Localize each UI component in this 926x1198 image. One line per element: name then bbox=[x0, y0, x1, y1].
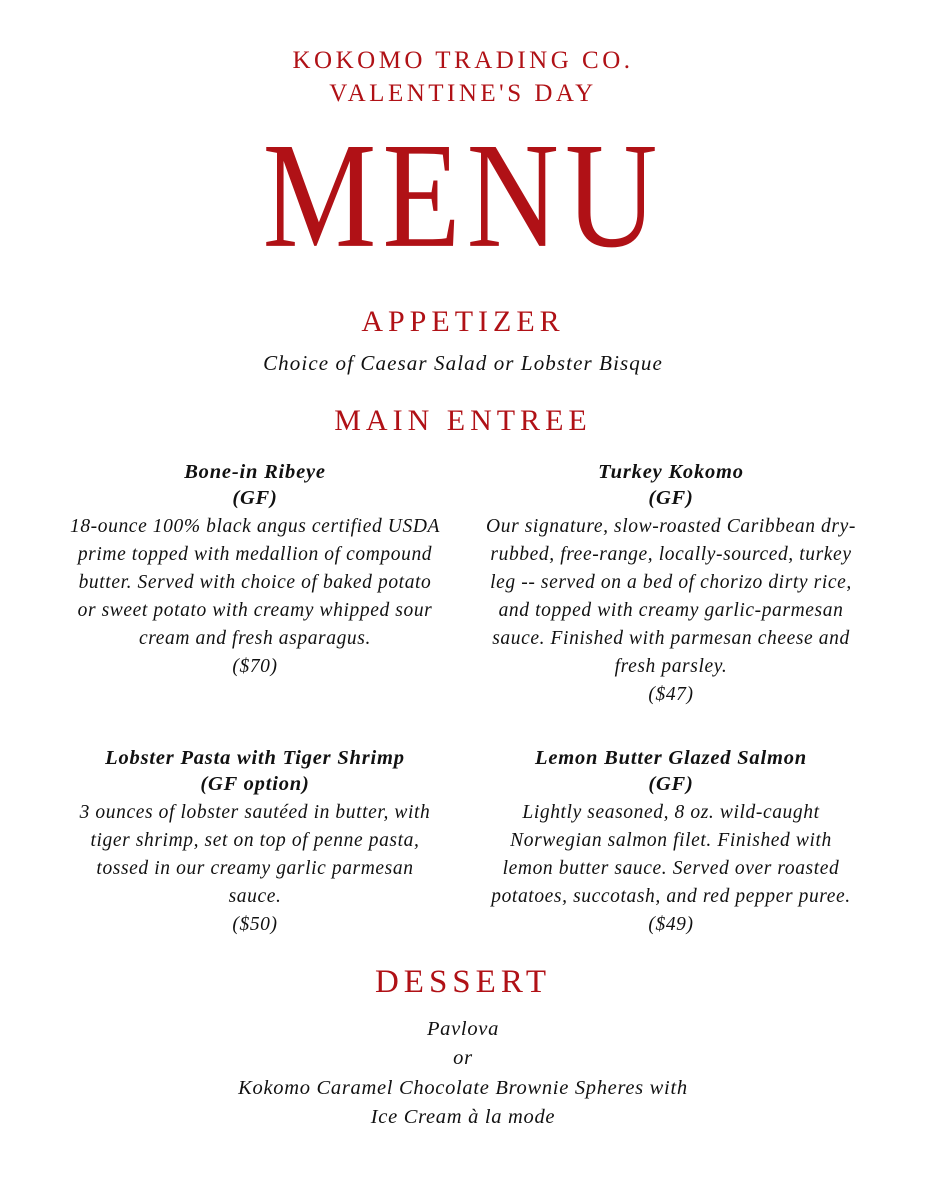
dish-price: ($49) bbox=[648, 914, 694, 936]
dish-tag: (GF) bbox=[648, 487, 694, 510]
dessert-option-1: Pavlova bbox=[426, 1018, 500, 1041]
dish-tag: (GF option) bbox=[200, 773, 310, 796]
dish-description: 3 ounces of lobster sautéed in butter, with tiger shrimp, set on top of penne pasta, tossed in our creamy garlic parmesan sauce. bbox=[79, 801, 431, 907]
dessert-separator: or bbox=[453, 1047, 473, 1070]
dish-item bbox=[484, 746, 858, 938]
dessert-option-2-line-1: Kokomo Caramel Chocolate Brownie Spheres with bbox=[238, 1076, 688, 1099]
dish-description: Our signature, slow-roasted Caribbean dry-rubbed, free-range, locally-sourced, turkey leg -- served on a bed of chorizo dirty rice, and topped with creamy garlic-parmesan sauce. Finished with parmesan cheese and fresh parsley. bbox=[486, 515, 856, 678]
entree-heading: MAIN ENTREE bbox=[334, 404, 592, 438]
dish-item bbox=[68, 460, 442, 708]
dish-description: Lightly seasoned, 8 oz. wild-caught Norwegian salmon filet. Finished with lemon butter sauce. Served over roasted potatoes, succotash, and red pepper puree. bbox=[491, 801, 851, 907]
dessert-option-2-line-2: Ice Cream à la mode bbox=[370, 1105, 556, 1128]
appetizer-text: Choice of Caesar Salad or Lobster Bisque bbox=[263, 351, 663, 376]
dessert-options bbox=[40, 1015, 886, 1131]
dish-name: Turkey Kokomo bbox=[598, 461, 744, 484]
dish-item bbox=[484, 460, 858, 708]
dessert-heading: DESSERT bbox=[374, 964, 552, 1001]
brand-name: KOKOMO TRADING CO. bbox=[292, 47, 634, 74]
page-title: MENU bbox=[262, 111, 664, 279]
dish-price: ($70) bbox=[232, 656, 278, 678]
dish-tag: (GF) bbox=[232, 487, 278, 510]
dish-price: ($50) bbox=[232, 914, 278, 936]
dish-tag: (GF) bbox=[648, 773, 694, 796]
entree-grid bbox=[40, 460, 886, 938]
appetizer-heading: APPETIZER bbox=[361, 305, 565, 339]
dish-name: Lobster Pasta with Tiger Shrimp bbox=[105, 747, 405, 770]
dish-price: ($47) bbox=[648, 684, 694, 706]
occasion-line: VALENTINE'S DAY bbox=[329, 80, 597, 107]
dish-item bbox=[68, 746, 442, 938]
dish-name: Lemon Butter Glazed Salmon bbox=[535, 747, 807, 770]
dish-description: 18-ounce 100% black angus certified USDA prime topped with medallion of compound butter. Served with choice of baked potato or sweet potato with creamy whipped sour cream and fresh asparagus. bbox=[69, 515, 441, 649]
dish-name: Bone-in Ribeye bbox=[184, 461, 326, 484]
